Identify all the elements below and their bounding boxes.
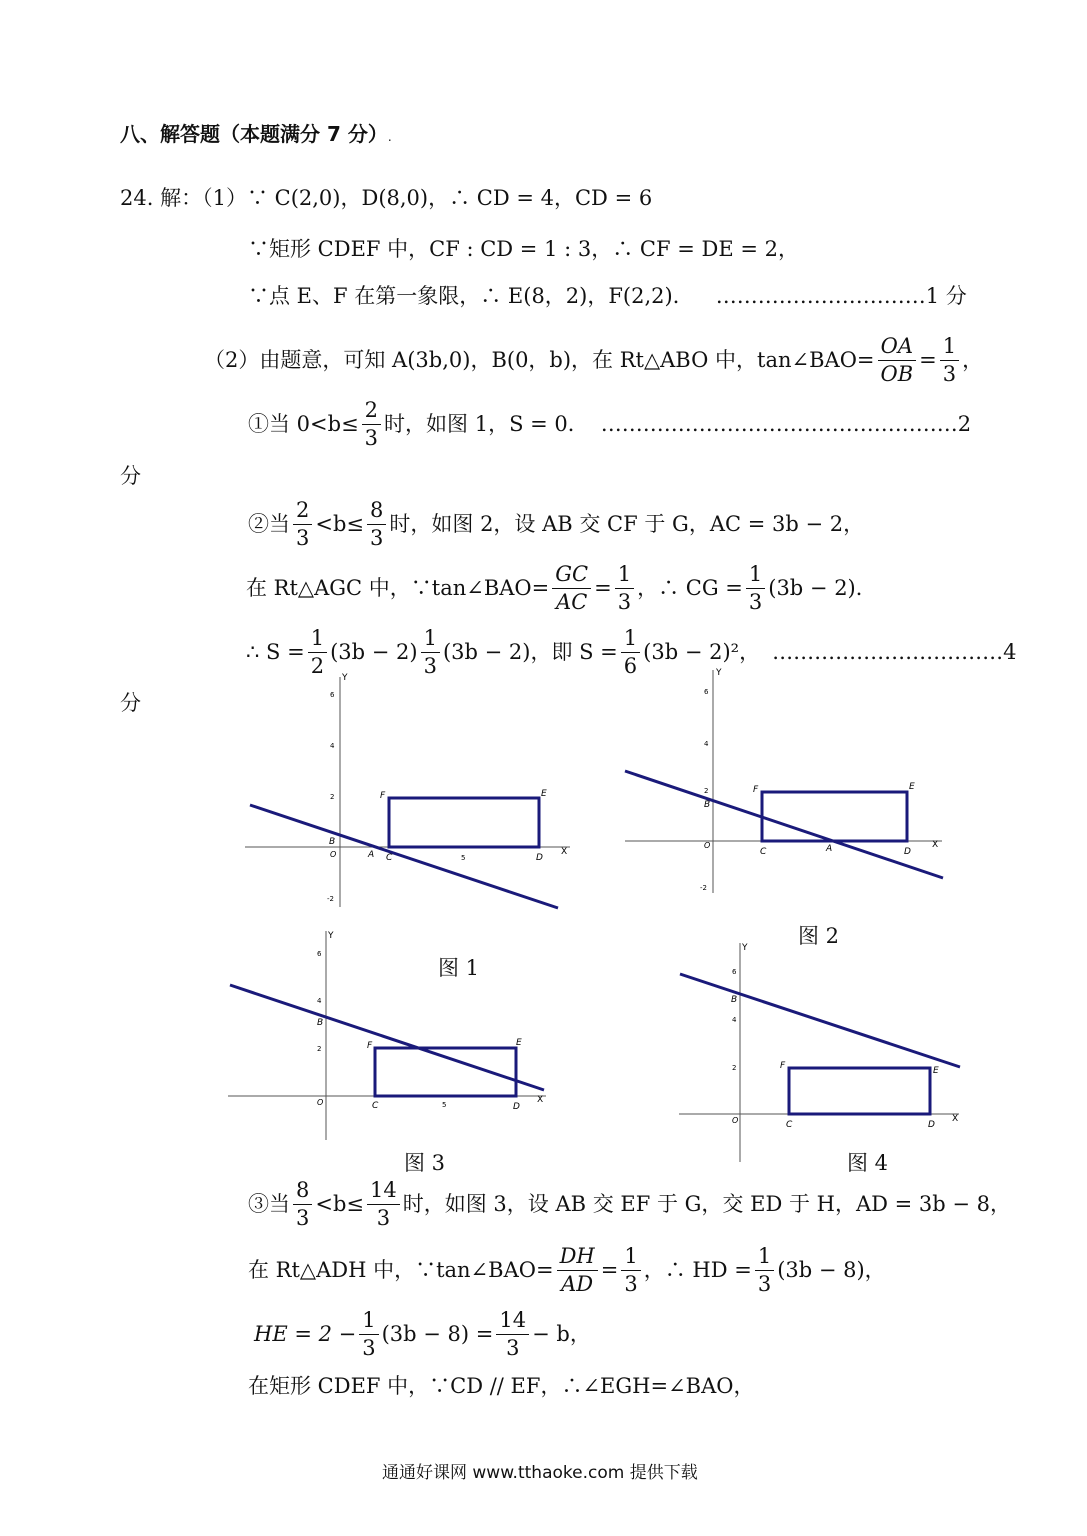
q24-line3 <box>248 286 967 307</box>
x-label: X <box>561 847 568 857</box>
frac-num: 1 <box>359 1310 378 1335</box>
frac-num: 1 <box>621 628 640 653</box>
case3-l2-post: (3b − 8)， <box>777 1258 886 1282</box>
tick-2: 2 <box>732 1064 737 1072</box>
frac-num: 2 <box>293 500 312 525</box>
point-e: E <box>909 782 915 792</box>
point-d: D <box>536 853 543 863</box>
tick-6: 6 <box>317 950 322 958</box>
case2-mid: <b≤ <box>315 512 365 536</box>
point-c: C <box>760 847 767 857</box>
figure-3-caption: 图 3 <box>404 1151 446 1175</box>
frac-num: 14 <box>367 1180 400 1205</box>
figure-1 <box>245 672 575 912</box>
case1-post: 时，如图 1，S = 0． <box>384 412 589 436</box>
figure-2 <box>620 665 950 900</box>
equals: = <box>594 576 612 600</box>
case3-l3-post: − b， <box>532 1322 591 1346</box>
frac-gc-ac <box>552 564 591 613</box>
figure-4-caption: 图 4 <box>847 1151 889 1175</box>
case1-pre: ①当 0<b≤ <box>248 412 359 436</box>
figure-2-caption: 图 2 <box>798 924 840 948</box>
tick-neg2: -2 <box>327 895 334 903</box>
point-c: C <box>372 1101 379 1111</box>
case1-line <box>248 400 971 449</box>
line-ab <box>230 985 544 1090</box>
case2-l3-mid2: (3b − 2)，即 S = <box>442 640 618 664</box>
frac-den: 2 <box>310 654 325 678</box>
case2-l2-post: (3b − 2)． <box>768 576 877 600</box>
q24-line2: ∵矩形 CDEF 中，CF : CD = 1 : 3，∴ CF = DE = 2， <box>248 237 799 261</box>
point-c: C <box>786 1120 793 1130</box>
tick-2: 2 <box>330 793 335 801</box>
point-a: A <box>368 850 375 860</box>
case2-frac1 <box>293 500 312 549</box>
figure-3 <box>228 928 558 1143</box>
case2-pre: ②当 <box>248 512 290 536</box>
frac-one-third <box>615 564 634 613</box>
case3-line2 <box>248 1246 886 1295</box>
point-f: F <box>367 1041 373 1051</box>
frac-one-third <box>421 628 440 677</box>
origin-label: O <box>704 841 711 850</box>
section-title <box>120 124 392 144</box>
frac-den: 3 <box>370 526 384 550</box>
section-title-tail: . <box>387 130 392 144</box>
line-ab <box>250 805 558 908</box>
x-label: X <box>952 1114 959 1124</box>
rect-cdef <box>389 798 539 847</box>
frac-num: 1 <box>421 628 440 653</box>
case3-line4: 在矩形 CDEF 中，∵CD // EF，∴∠EGH=∠BAO， <box>248 1374 755 1398</box>
case3-line1 <box>248 1180 1011 1229</box>
rect-cdef <box>789 1068 930 1114</box>
tick-neg2: -2 <box>700 884 707 892</box>
frac-one-third <box>755 1246 774 1295</box>
tick-4: 4 <box>732 1016 737 1024</box>
case2-post: 时，如图 2，设 AB 交 CF 于 G，AC = 3b − 2， <box>389 512 865 536</box>
point-f: F <box>380 791 386 801</box>
case1-frac <box>362 400 381 449</box>
part2-label: （2） <box>204 348 260 372</box>
frac-num: 1 <box>621 1246 640 1271</box>
frac-num: OA <box>878 336 917 361</box>
frac-one-third <box>940 336 959 385</box>
frac-one-third <box>621 1246 640 1295</box>
frac-oa-ob <box>878 336 917 385</box>
case3-l2-mid: ，∴ HD = <box>643 1258 752 1282</box>
point-e: E <box>541 789 547 799</box>
case2-l3-mid1: (3b − 2) <box>330 640 418 664</box>
point-f: F <box>780 1061 786 1071</box>
q24-lead: 24. 解： <box>120 186 203 210</box>
frac-den: 3 <box>506 1336 520 1360</box>
figure-1-caption: 图 1 <box>438 956 480 980</box>
frac-den: 3 <box>624 1272 638 1296</box>
case3-l3-pre: HE = 2 − <box>254 1322 357 1346</box>
frac-den: 3 <box>423 654 437 678</box>
y-label: Y <box>716 668 722 678</box>
tick-2: 2 <box>317 1045 322 1053</box>
frac-num: 8 <box>367 500 386 525</box>
frac-den: 3 <box>364 426 379 450</box>
frac-num: 1 <box>615 564 634 589</box>
frac-den: 6 <box>623 654 638 678</box>
case2-l2-mid: ，∴ CG = <box>637 576 743 600</box>
tick-4: 4 <box>317 997 322 1005</box>
frac-den: 3 <box>296 1206 310 1230</box>
frac-den: 3 <box>748 590 763 614</box>
origin-label: O <box>330 850 337 859</box>
part1-label: （1） <box>202 186 247 210</box>
case3-mid: <b≤ <box>315 1192 365 1216</box>
frac-num: 8 <box>293 1180 312 1205</box>
part1-line3: ∵点 E、F 在第一象限，∴ E(8，2)，F(2,2)． <box>248 284 694 308</box>
case2-l3-pre: ∴ S = <box>246 640 305 664</box>
point-d: D <box>904 847 911 857</box>
score-2-tail: 分 <box>120 464 141 488</box>
part1-line1: ∵ C(2,0)，D(8,0)，∴ CD = 4，CD = 6 <box>246 186 653 210</box>
frac-one-third <box>359 1310 378 1359</box>
case3-frac2 <box>367 1180 400 1229</box>
y-label: Y <box>742 943 748 953</box>
y-label: Y <box>342 673 348 683</box>
frac-den: AD <box>561 1272 594 1296</box>
tick-6: 6 <box>704 688 709 696</box>
score-2: ……………………………………………2 <box>600 412 972 436</box>
point-b: B <box>704 800 711 810</box>
tick-4: 4 <box>330 742 335 750</box>
tick-2: 2 <box>704 787 709 795</box>
case3-l3-mid: (3b − 8) = <box>381 1322 494 1346</box>
frac-den: 3 <box>757 1272 772 1296</box>
line-ab <box>680 974 960 1067</box>
case2-frac2 <box>367 500 386 549</box>
frac-den: 3 <box>942 362 957 386</box>
point-f: F <box>753 785 759 795</box>
frac-num: 1 <box>746 564 765 589</box>
frac-dh-ad <box>557 1246 598 1295</box>
case2-l2-pre: 在 Rt△AGC 中，∵tan∠BAO= <box>246 576 550 600</box>
case2-l3-post: (3b − 2)²， <box>643 640 761 664</box>
x-label: X <box>537 1095 544 1105</box>
score-4: ……………………………4 <box>772 640 1017 664</box>
figure-4 <box>676 940 966 1165</box>
tick-6: 6 <box>330 691 335 699</box>
score-4-tail: 分 <box>120 691 141 715</box>
frac-num: 2 <box>362 400 381 425</box>
point-a: A <box>826 844 833 854</box>
equals: = <box>600 1258 619 1282</box>
frac-fourteen-thirds <box>496 1310 529 1359</box>
page-footer: 通通好课网 www.tthaoke.com 提供下载 <box>382 1463 698 1483</box>
point-d: D <box>928 1120 935 1130</box>
equals: = <box>919 348 937 372</box>
origin-label: O <box>732 1116 739 1125</box>
part2-text: 由题意，可知 A(3b,0)，B(0，b)，在 Rt△ABO 中，tan∠BAO= <box>259 348 875 372</box>
frac-num: 1 <box>940 336 959 361</box>
case2-line2 <box>246 564 877 613</box>
case3-l2-pre: 在 Rt△ADH 中，∵tan∠BAO= <box>248 1258 554 1282</box>
frac-num: GC <box>552 564 591 589</box>
origin-label: O <box>317 1098 324 1107</box>
frac-den: 3 <box>376 1206 391 1230</box>
tick-5: 5 <box>461 854 466 862</box>
case2-line1 <box>248 500 864 549</box>
case3-post: 时，如图 3，设 AB 交 EF 于 G，交 ED 于 H，AD = 3b − 8， <box>402 1192 1012 1216</box>
comma: ， <box>962 348 984 372</box>
x-label: X <box>932 840 939 850</box>
rect-cdef <box>762 792 907 841</box>
frac-num: 14 <box>496 1310 529 1335</box>
frac-den: 3 <box>296 526 310 550</box>
tick-5: 5 <box>442 1101 447 1109</box>
point-e: E <box>933 1066 939 1076</box>
frac-num: 1 <box>308 628 327 653</box>
tick-4: 4 <box>704 740 709 748</box>
case3-frac1 <box>293 1180 312 1229</box>
frac-den: OB <box>880 362 914 386</box>
frac-num: DH <box>557 1246 598 1271</box>
frac-one-half <box>308 628 327 677</box>
frac-den: 3 <box>362 1336 376 1360</box>
frac-num: 1 <box>755 1246 774 1271</box>
point-e: E <box>516 1038 522 1048</box>
section-title-text: 八、解答题（本题满分 7 分） <box>120 122 388 146</box>
frac-one-third <box>746 564 765 613</box>
case3-pre: ③当 <box>248 1192 290 1216</box>
part2-line1 <box>204 336 983 385</box>
tick-6: 6 <box>732 968 737 976</box>
point-b: B <box>329 837 336 847</box>
point-d: D <box>513 1102 520 1112</box>
score-1: …………………………1 分 <box>715 284 967 308</box>
case3-line3 <box>254 1310 591 1359</box>
point-b: B <box>731 995 738 1005</box>
line-ab <box>625 771 943 878</box>
q24-line1 <box>120 188 652 209</box>
y-label: Y <box>328 931 334 941</box>
frac-den: 3 <box>617 590 632 614</box>
frac-den: AC <box>556 590 588 614</box>
point-c: C <box>386 853 393 863</box>
point-b: B <box>317 1018 324 1028</box>
